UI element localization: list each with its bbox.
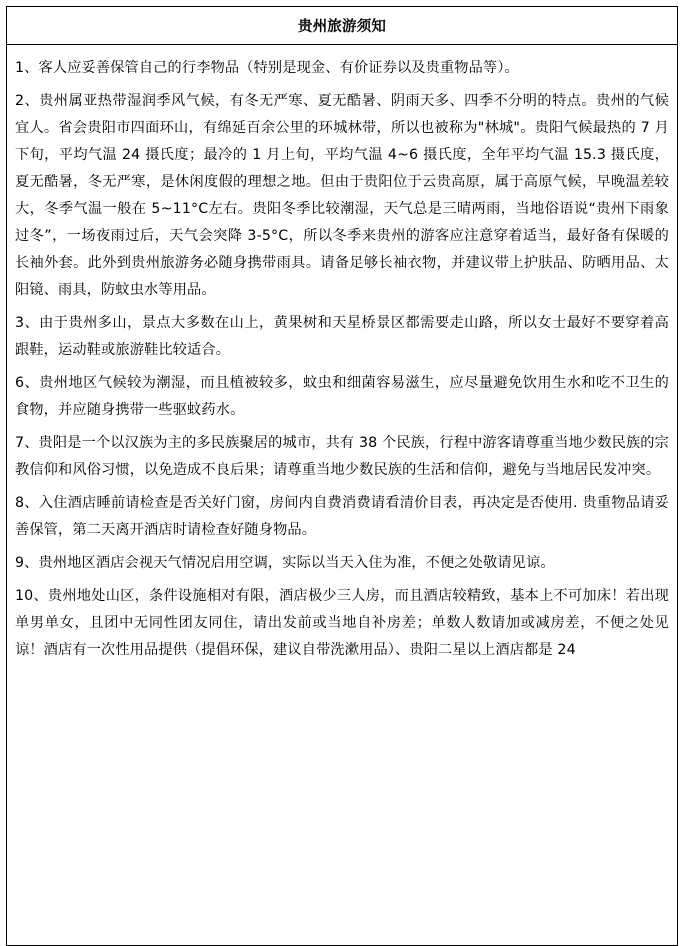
notice-content [7,45,677,664]
paragraph-10: 10、贵州地处山区，条件设施相对有限，酒店极少三人房，而且酒店较精致，基本上不可加床！若出现单男单女，且团中无同性团友同住，请出发前或当地自补房差；单数人数请加或减房差，不便之处见谅！酒店有一次性用品提供（提倡环保，建议自带洗漱用品）、贵阳二星以上酒店都是 24 [15,588,669,658]
paragraph-1: 1、客人应妥善保管自己的行李物品（特别是现金、有价证券以及贵重物品等）。 [15,60,519,76]
document-title: 贵州旅游须知 [297,19,387,35]
title-row [7,7,677,45]
paragraph-3: 3、由于贵州多山，景点大多数在山上，黄果树和天星桥景区都需要走山路，所以女士最好不要穿着高跟鞋，运动鞋或旅游鞋比较适合。 [15,315,669,358]
paragraph-7: 7、贵阳是一个以汉族为主的多民族聚居的城市，共有 38 个民族，行程中游客请尊重当地少数民族的宗教信仰和风俗习惯，以免造成不良后果；请尊重当地少数民族的生活和信仰，避免与当地居民发冲突。 [15,435,669,478]
paragraph-8: 8、入住酒店睡前请检查是否关好门窗，房间内自费消费请看清价目表，再决定是否使用. 贵重物品请妥善保管，第二天离开酒店时请检查好随身物品。 [15,495,669,538]
travel-notice-table [6,6,678,946]
paragraph-6: 6、贵州地区气候较为潮湿，而且植被较多，蚊虫和细菌容易滋生，应尽量避免饮用生水和吃不卫生的食物，并应随身携带一些驱蚊药水。 [15,375,669,418]
paragraph-2: 2、贵州属亚热带湿润季风气候，有冬无严寒、夏无酷暑、阴雨天多、四季不分明的特点。贵州的气候宜人。省会贵阳市四面环山，有绵延百余公里的环城林带，所以也被称为"林城"。贵阳气候最热的 7 月下旬，平均气温 24 摄氏度；最冷的 1 月上旬，平均气温 4~6 摄氏度，全年平均气温 15.3 摄氏度，夏无酷暑，冬无严寒，是休闲度假的理想之地。但由于贵阳位于云贵高原，属于高原气候，早晚温差较大，冬季气温一般在 5~11°C左右。贵阳冬季比较潮湿，天气总是三晴两雨，当地俗语说“贵州下雨象过冬”，一场夜雨过后，天气会突降 3-5°C，所以冬季来贵州的游客应注意穿着适当，最好备有保暖的长袖外套。此外到贵州旅游务必随身携带雨具。请备足够长袖衣物，并建议带上护肤品、防晒用品、太阳镜、雨具，防蚊虫水等用品。 [15,93,669,298]
paragraph-9: 9、贵州地区酒店会视天气情况启用空调，实际以当天入住为准，不便之处敬请见谅。 [15,555,555,571]
